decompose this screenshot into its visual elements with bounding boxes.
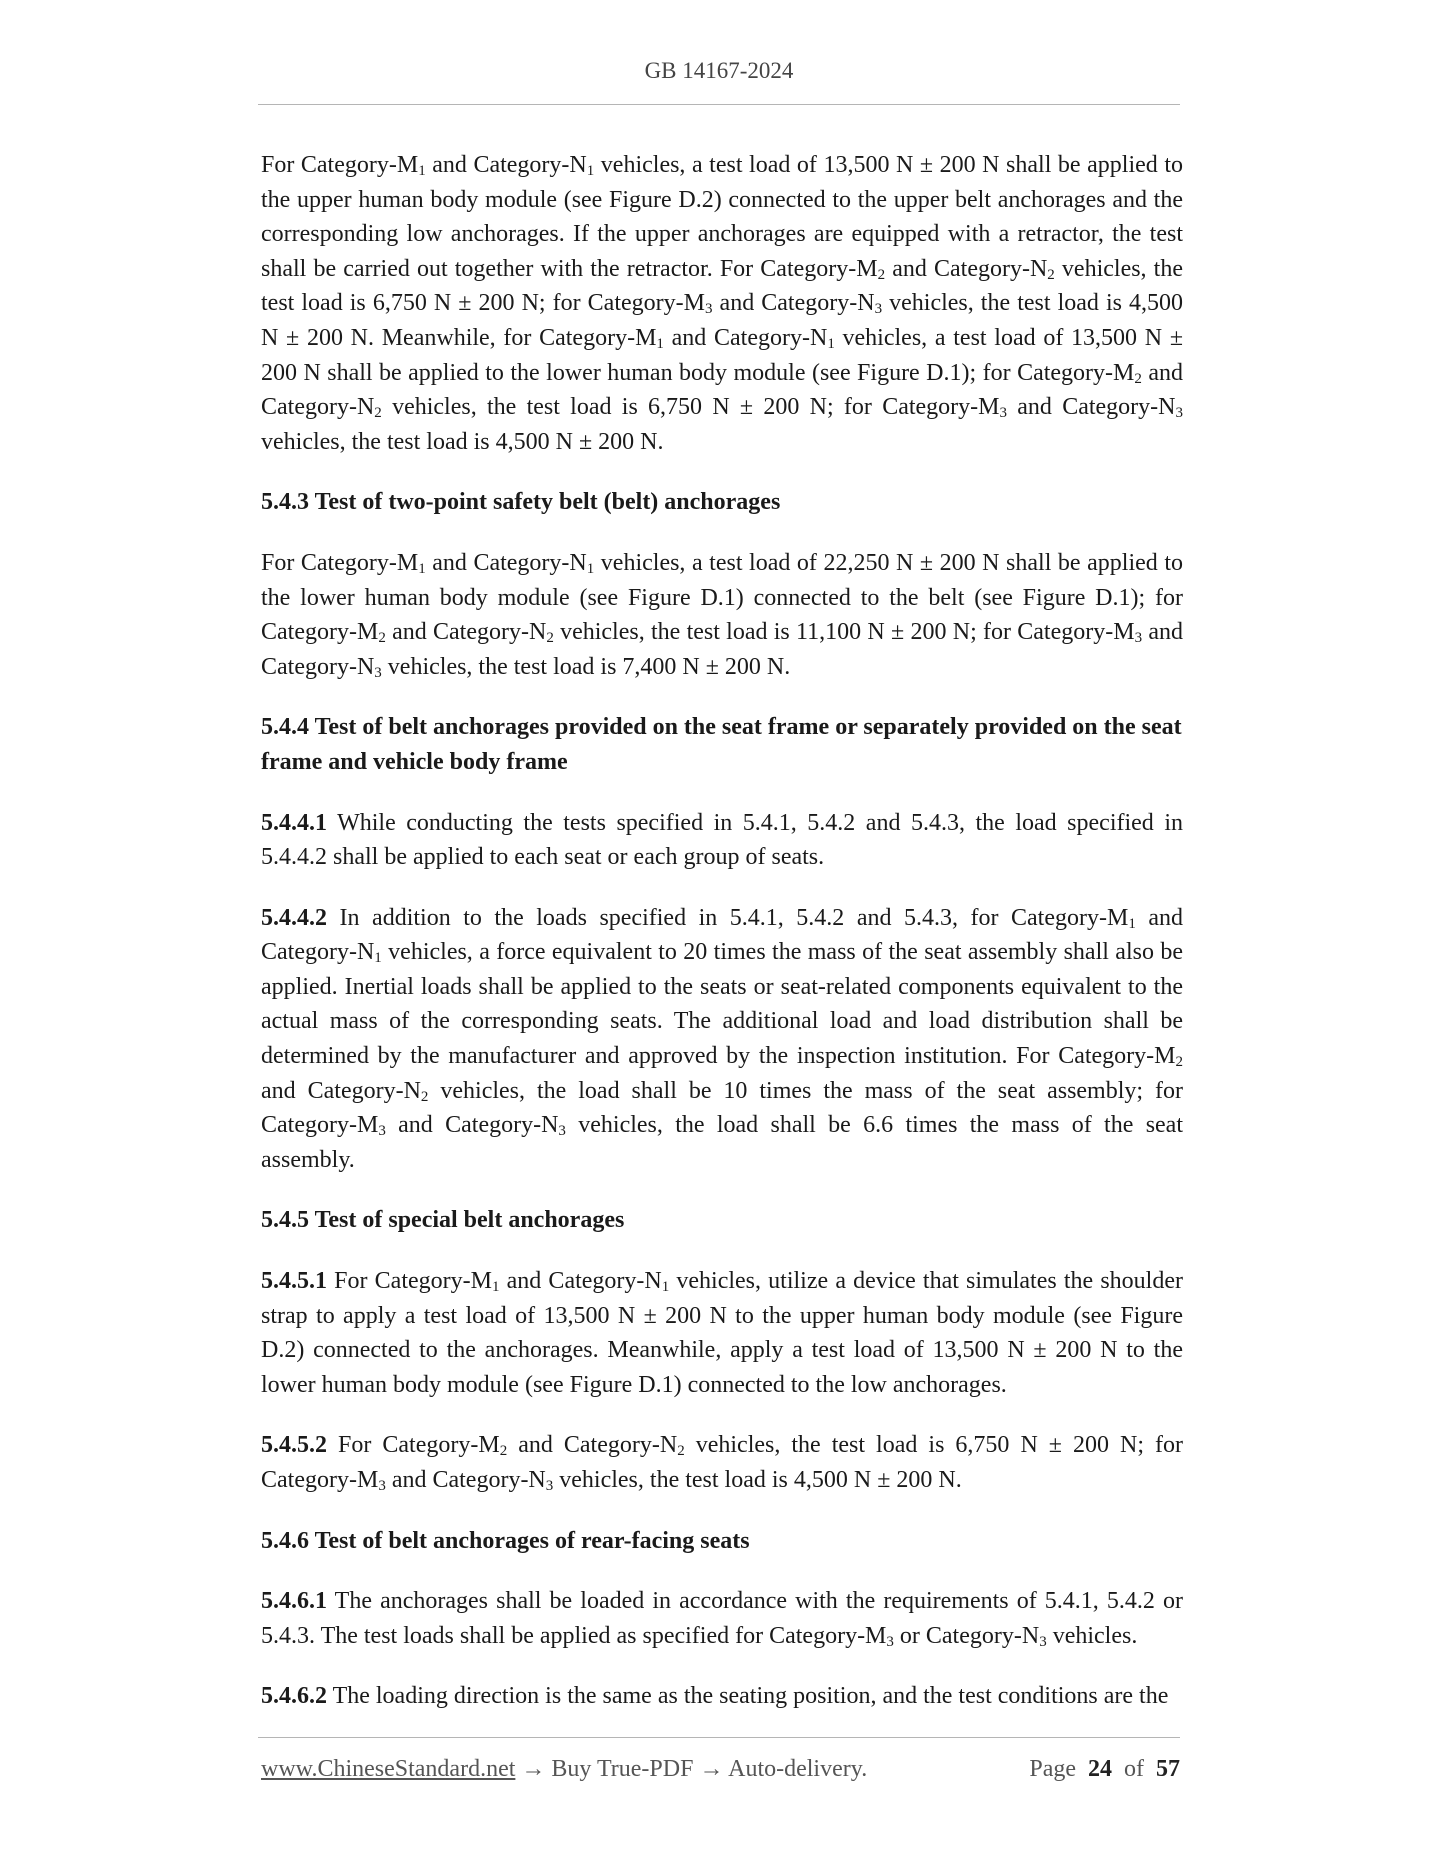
page-current: 24	[1088, 1756, 1112, 1782]
clause-number: 5.4.6.1	[261, 1588, 327, 1615]
clause-number: 5.4.6.2	[261, 1683, 327, 1710]
paragraph	[261, 1428, 1183, 1497]
paragraph-text: The loading direction is the same as the seating position, and the test conditions are the	[332, 1683, 1169, 1710]
page-total: 57	[1156, 1756, 1180, 1782]
page-of-label: of	[1124, 1756, 1144, 1782]
paragraph-text: For Category-$M_1$ and Category-$N_1$ vehicles, utilize a device that simulates the shoulder strap to apply a test load of 13,500 N ± 200 N to the upper human body module (see Figure D.2) connected to the anchorages. Meanwhile, apply a test load of 13,500 N ± 200 N to the lower human body module (see Figure D.1) connected to the low anchorages.	[261, 1268, 1183, 1398]
header-divider	[258, 104, 1180, 105]
paragraph	[261, 1584, 1183, 1653]
clause-number: 5.4.5.2	[261, 1432, 327, 1459]
section-heading: 5.4.4 Test of belt anchorages provided on the seat frame or separately provided on the seat frame and vehicle body frame	[261, 714, 1182, 775]
clause-number: 5.4.5.1	[261, 1268, 327, 1295]
page-label: Page	[1029, 1756, 1076, 1782]
footer-promo	[261, 1756, 867, 1782]
paragraph-text: For Category-$M_1$ and Category-$N_1$ vehicles, a test load of 13,500 N ± 200 N shall be applied to the upper human body module (see Figure D.2) connected to the upper belt anchorages and the corresponding low anchorages. If the upper anchorages are equipped with a retractor, the test shall be carried out together with the retractor. For Category-$M_2$ and Category-$N_2$ vehicles, the test load is 6,750 N ± 200 N; for Category-$M_3$ and Category-$N_3$ vehicles, the test load is 4,500 N ± 200 N. Meanwhile, for Category-$M_1$ and Category-$N_1$ vehicles, a test load of 13,500 N ± 200 N shall be applied to the lower human body module (see Figure D.1); for Category-$M_2$ and Category-$N_2$ vehicles, the test load is 6,750 N ± 200 N; for Category-$M_3$ and Category-$N_3$ vehicles, the test load is 4,500 N ± 200 N.	[261, 152, 1184, 455]
page-footer	[261, 1756, 1180, 1783]
clause-number: 5.4.4.1	[261, 809, 327, 836]
paragraph-text: The anchorages shall be loaded in accordance with the requirements of 5.4.1, 5.4.2 or 5.4.3. The test loads shall be applied as specified for Category-$M_3$ or Category-$N_3$ vehicles.	[261, 1588, 1183, 1650]
footer-website-link[interactable]: www.ChineseStandard.net	[261, 1756, 516, 1782]
clause-number: 5.4.4.2	[261, 904, 327, 931]
paragraph-text: For Category-$M_2$ and Category-$N_2$ vehicles, the test load is 6,750 N ± 200 N; for Category-$M_3$ and Category-$N_3$ vehicles, the test load is 4,500 N ± 200 N.	[261, 1432, 1184, 1494]
section-heading: 5.4.3 Test of two-point safety belt (belt) anchorages	[261, 489, 781, 516]
paragraph	[261, 806, 1183, 875]
section-heading: 5.4.6 Test of belt anchorages of rear-facing seats	[261, 1527, 750, 1554]
paragraph-text: While conducting the tests specified in 5.4.1, 5.4.2 and 5.4.3, the load specified in 5.4.4.2 shall be applied to each seat or each group of seats.	[261, 809, 1183, 871]
paragraph	[261, 148, 1183, 459]
paragraph	[261, 1679, 1183, 1714]
footer-promo-text: → Buy True-PDF → Auto-delivery.	[515, 1756, 868, 1782]
paragraph	[261, 546, 1183, 684]
document-body	[261, 148, 1183, 1740]
footer-divider	[258, 1737, 1180, 1738]
page-header-title: GB 14167-2024	[644, 58, 794, 83]
paragraph-text: For Category-$M_1$ and Category-$N_1$ vehicles, a test load of 22,250 N ± 200 N shall be applied to the lower human body module (see Figure D.1) connected to the belt (see Figure D.1); for Category-$M_2$ and Category-$N_2$ vehicles, the test load is 11,100 N ± 200 N; for Category-$M_3$ and Category-$N_3$ vehicles, the test load is 7,400 N ± 200 N.	[261, 549, 1184, 681]
paragraph	[261, 901, 1183, 1178]
section-heading: 5.4.5 Test of special belt anchorages	[261, 1207, 625, 1234]
paragraph-text: In addition to the loads specified in 5.4.1, 5.4.2 and 5.4.3, for Category-$M_1$ and Category-$N_1$ vehicles, a force equivalent to 20 times the mass of the seat assembly shall also be applied. Inertial loads shall be applied to the seats or seat-related components equivalent to the actual mass of the corresponding seats. The additional load and load distribution shall be determined by the manufacturer and approved by the inspection institution. For Category-$M_2$ and Category-$N_2$ vehicles, the load shall be 10 times the mass of the seat assembly; for Category-$M_3$ and Category-$N_3$ vehicles, the load shall be 6.6 times the mass of the seat assembly.	[261, 904, 1184, 1173]
page-number	[1029, 1756, 1180, 1783]
paragraph	[261, 1264, 1183, 1402]
